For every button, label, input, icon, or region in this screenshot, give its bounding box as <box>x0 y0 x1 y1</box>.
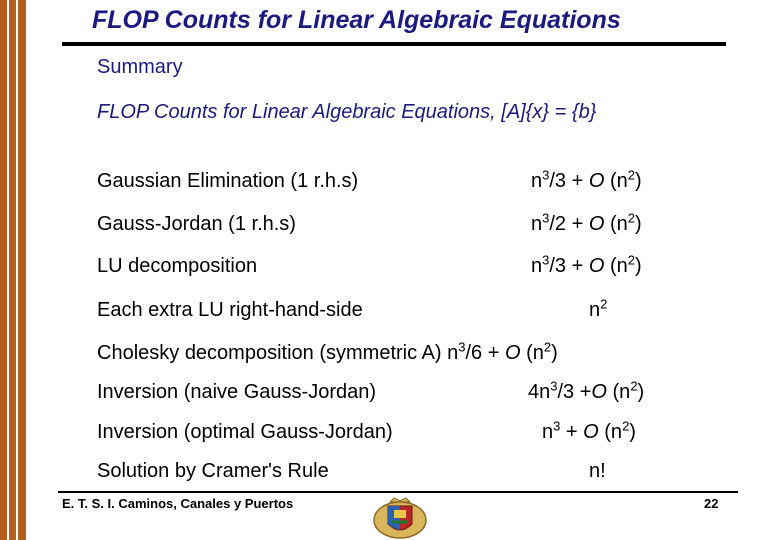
row-value-extra-lu-rhs: $n^2$ <box>589 296 608 321</box>
row-cholesky: Cholesky decomposition (symmetric A) $n^3/6 + O$ $(n^2)$ <box>97 339 558 364</box>
row-label-lu-decomposition: LU decomposition <box>97 255 258 277</box>
row-value-cramers-rule: n! <box>589 460 606 482</box>
row-value-lu-decomposition: $n^3/3 + O$ $(n^2)$ <box>531 252 642 277</box>
row-value-inversion-naive: $4n^3/3 +O$ $(n^2)$ <box>528 378 645 403</box>
decorative-sidebar <box>0 0 26 540</box>
title-divider <box>62 42 726 46</box>
row-label-cramers-rule: Solution by Cramer's Rule <box>97 460 329 482</box>
row-label-gaussian-elimination: Gaussian Elimination (1 r.h.s) <box>97 170 359 192</box>
row-label-cholesky: Cholesky decomposition (symmetric A) <box>97 342 442 364</box>
slide-title: FLOP Counts for Linear Algebraic Equations <box>92 6 621 34</box>
section-heading: FLOP Counts for Linear Algebraic Equations, [A]{x} = {b} <box>97 101 597 123</box>
slide-subtitle: Summary <box>97 56 183 78</box>
university-crest-icon <box>372 496 428 540</box>
row-label-inversion-optimal: Inversion (optimal Gauss-Jordan) <box>97 421 393 443</box>
row-label-extra-lu-rhs: Each extra LU right-hand-side <box>97 299 363 321</box>
page-number: 22 <box>704 496 719 511</box>
row-label-inversion-naive: Inversion (naive Gauss-Jordan) <box>97 381 377 403</box>
row-value-gaussian-elimination: $n^3/3 + O$ $(n^2)$ <box>531 167 642 192</box>
footer-institution: E. T. S. I. Caminos, Canales y Puertos <box>62 496 294 511</box>
row-value-inversion-optimal: $n^3 + O$ $(n^2)$ <box>542 418 636 443</box>
footer-divider <box>58 491 738 493</box>
row-value-gauss-jordan: $n^3/2 + O$ $(n^2)$ <box>531 210 642 235</box>
row-label-gauss-jordan: Gauss-Jordan (1 r.h.s) <box>97 213 296 235</box>
